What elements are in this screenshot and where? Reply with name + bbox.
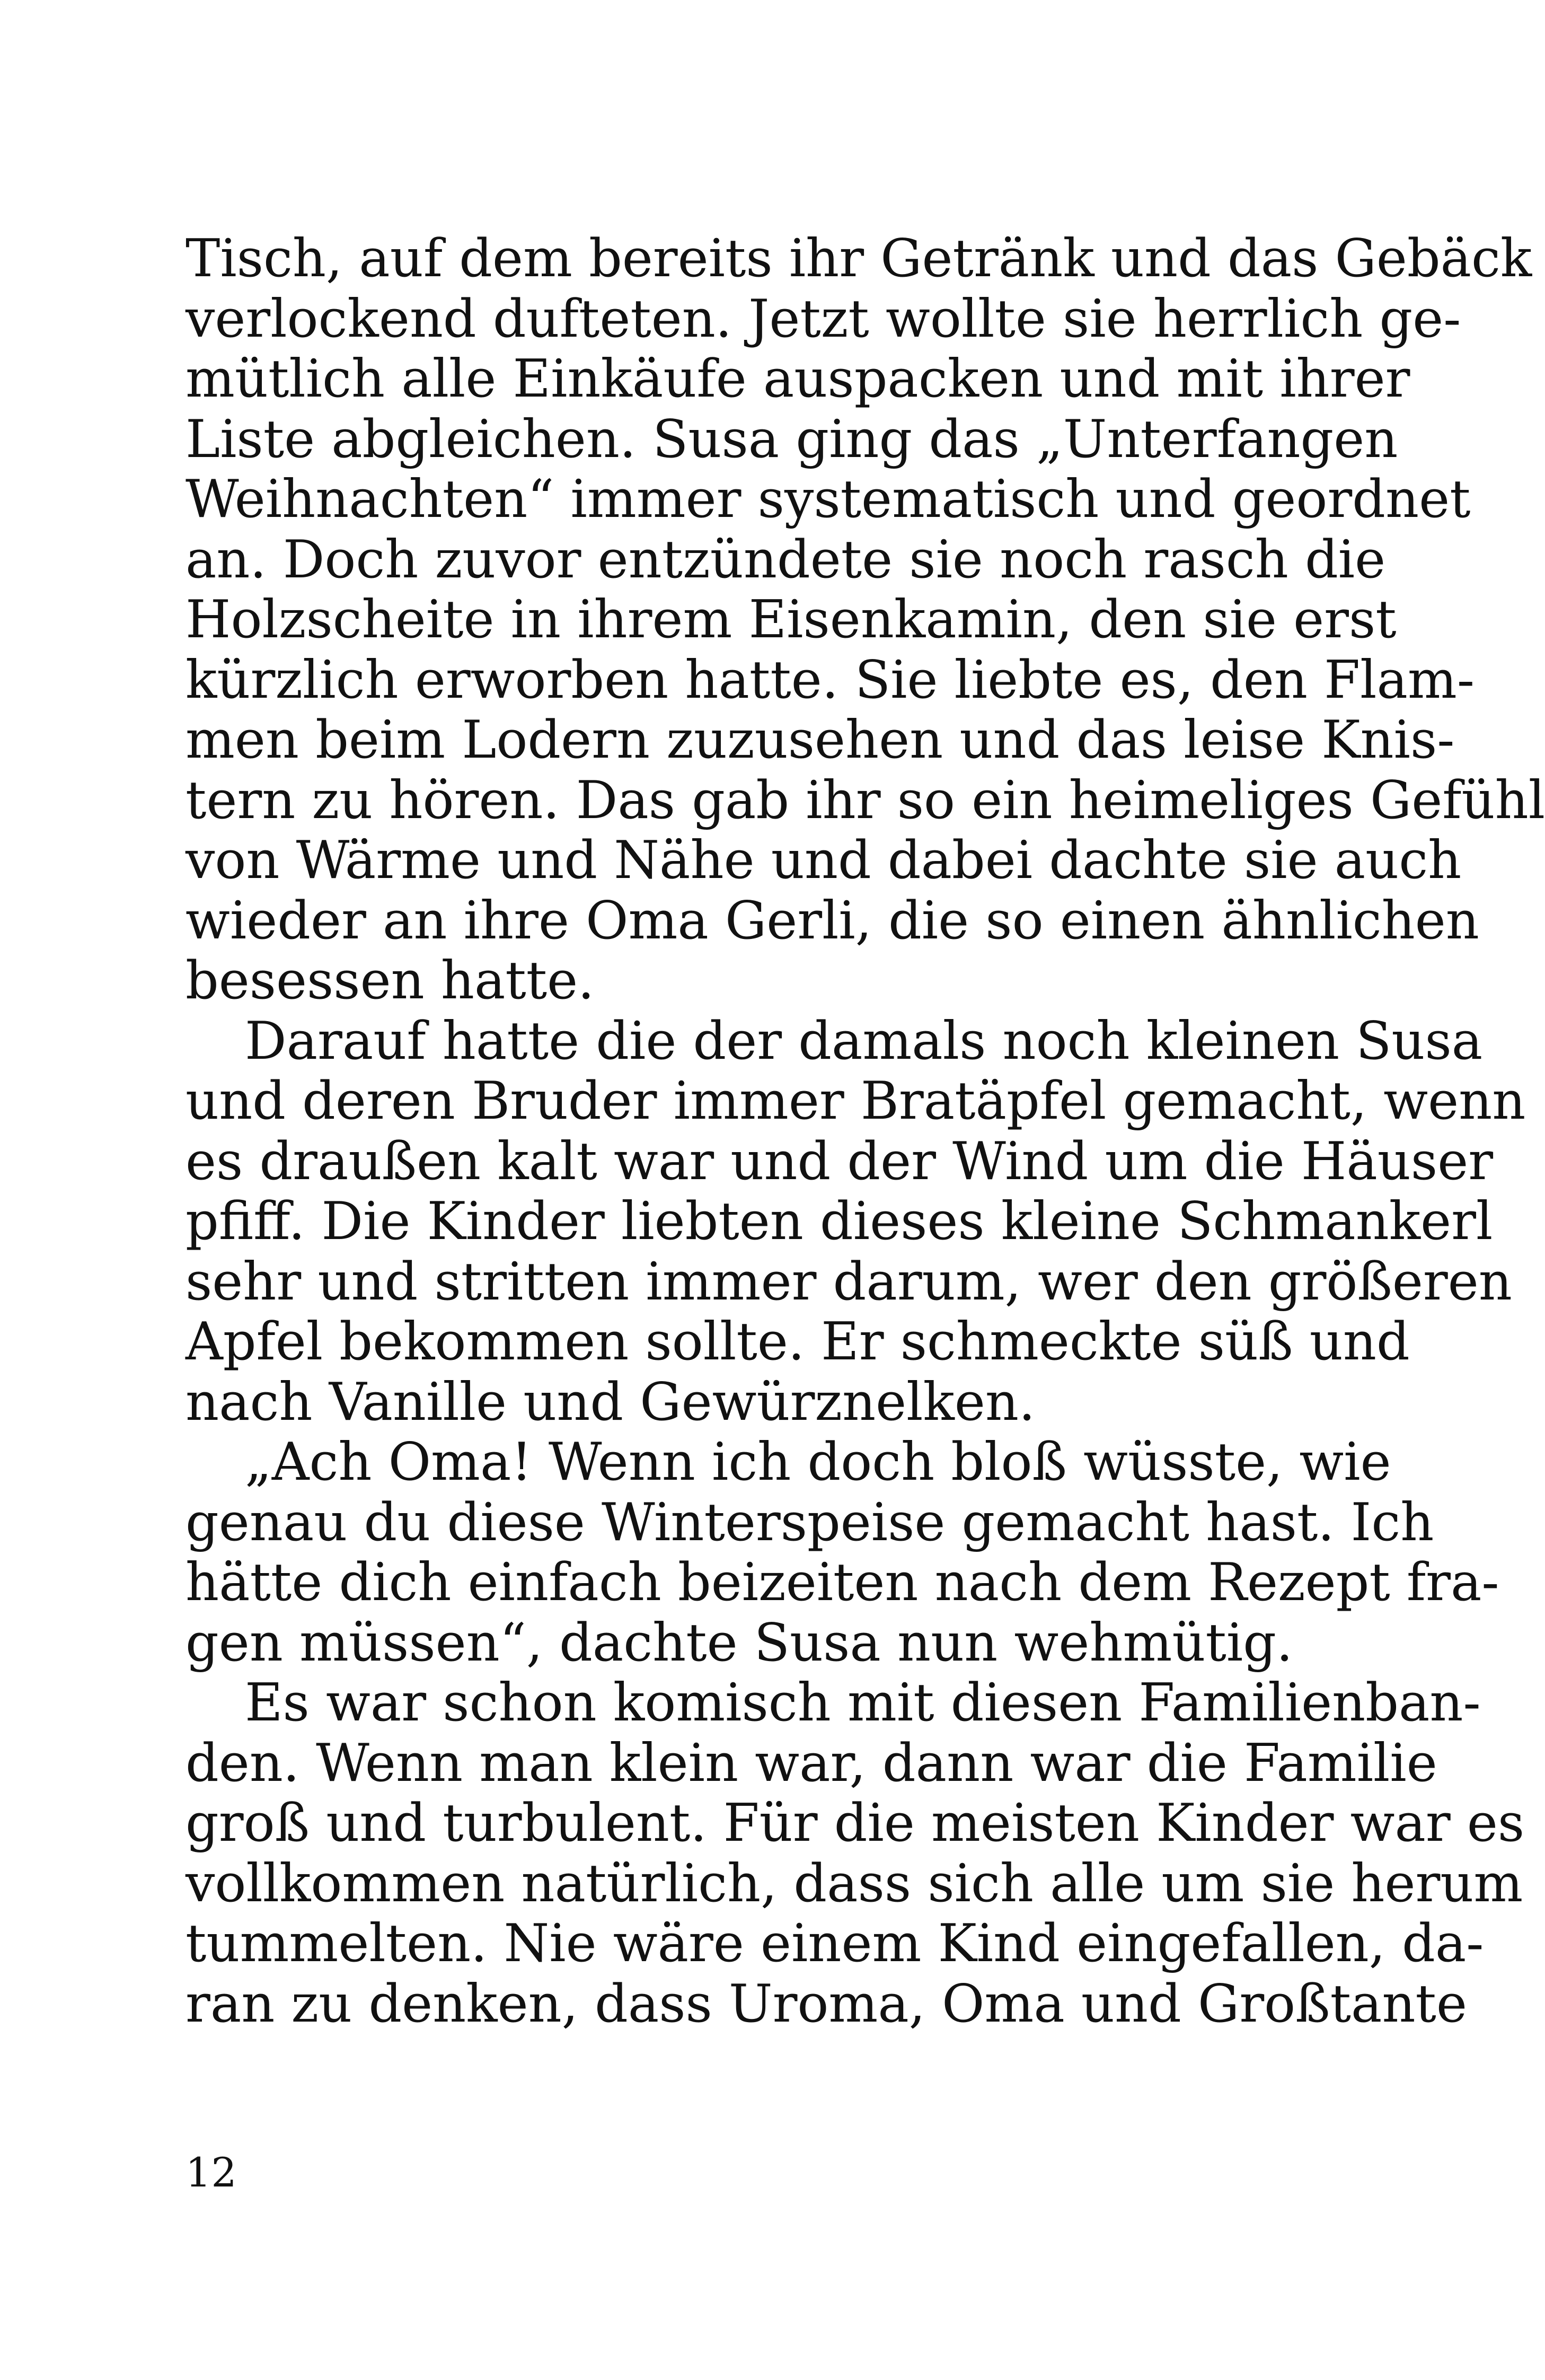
text-line: Apfel bekommen sollte. Er schmeckte süß und: [186, 1312, 1410, 1372]
text-line: an. Doch zuvor entzündete sie noch rasch die: [186, 529, 1386, 590]
text-line: tummelten. Nie wäre einem Kind eingefallen, da-: [186, 1913, 1484, 1974]
text-line: es draußen kalt war und der Wind um die Häuser: [186, 1131, 1494, 1192]
text-line: gen müssen“, dachte Susa nun wehmütig.: [186, 1612, 1293, 1673]
text-line: kürzlich erworben hatte. Sie liebte es, den Flam-: [186, 649, 1475, 710]
text-line: Liste abgleichen. Susa ging das „Unterfangen: [186, 409, 1398, 470]
text-line: Es war schon komisch mit diesen Familienban-: [245, 1673, 1481, 1733]
text-line: und deren Bruder immer Bratäpfel gemacht, wenn: [186, 1071, 1526, 1131]
text-line: besessen hatte.: [186, 951, 595, 1011]
text-line: den. Wenn man klein war, dann war die Familie: [186, 1733, 1437, 1794]
text-line: men beim Lodern zuzusehen und das leise Knis-: [186, 710, 1455, 770]
text-line: Tisch, auf dem bereits ihr Getränk und das Gebäck: [186, 229, 1532, 289]
text-line: pfiff. Die Kinder liebten dieses kleine Schmankerl: [186, 1191, 1493, 1252]
text-line: Weihnachten“ immer systematisch und geordnet: [186, 469, 1471, 530]
page-number: 12: [186, 2149, 237, 2196]
text-line: wieder an ihre Oma Gerli, die so einen ähnlichen: [186, 890, 1479, 951]
text-line: verlockend dufteten. Jetzt wollte sie herrlich ge-: [186, 288, 1461, 349]
body-text: [186, 229, 1545, 2034]
text-line: groß und turbulent. Für die meisten Kinder war es: [186, 1793, 1525, 1854]
text-line: von Wärme und Nähe und dabei dachte sie auch: [186, 830, 1462, 891]
text-line: vollkommen natürlich, dass sich alle um sie herum: [186, 1853, 1523, 1914]
text-line: genau du diese Winterspeise gemacht hast. Ich: [186, 1492, 1434, 1553]
text-line: tern zu hören. Das gab ihr so ein heimeliges Gefühl: [186, 770, 1545, 831]
text-line: nach Vanille und Gewürznelken.: [186, 1372, 1036, 1433]
text-line: ran zu denken, dass Uroma, Oma und Großtante: [186, 1973, 1467, 2034]
text-line: hätte dich einfach beizeiten nach dem Rezept fra-: [186, 1552, 1499, 1613]
text-line: mütlich alle Einkäufe auspacken und mit ihrer: [186, 349, 1410, 409]
text-line: Darauf hatte die der damals noch kleinen Susa: [245, 1011, 1483, 1072]
text-line: „Ach Oma! Wenn ich doch bloß wüsste, wie: [245, 1432, 1391, 1492]
text-line: Holzscheite in ihrem Eisenkamin, den sie erst: [186, 590, 1397, 650]
text-line: sehr und stritten immer darum, wer den größeren: [186, 1251, 1512, 1312]
